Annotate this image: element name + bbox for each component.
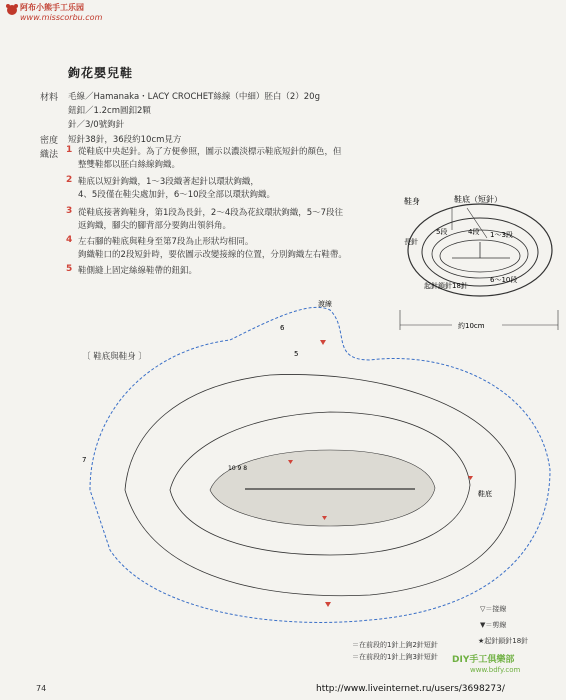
page-title: 鉤花嬰兒鞋 <box>68 66 134 80</box>
site-logo-text: 阿布小熊手工乐园 <box>20 3 84 12</box>
legend-front-loop: ＝在前段的1針上鉤2針短針 <box>352 641 438 649</box>
schematic-row13-label: 1〜3段 <box>490 231 513 239</box>
bear-logo-icon <box>4 2 20 16</box>
schematic-row4-label: 4段 <box>468 228 480 236</box>
sole-rows-label: 10 9 8 <box>228 465 248 472</box>
method-label: 織法 <box>40 150 59 160</box>
legend-back-loop: ＝在前段的1針上鉤3針短針 <box>352 653 438 661</box>
legend-chain: ★起針鎖針18針 <box>478 637 529 645</box>
legend-attach: ▽＝接線 <box>480 605 507 613</box>
schematic-row5-label: 5段 <box>436 228 448 236</box>
materials-line1: 毛線／Hamanaka・LACY CROCHET絲線（中細）胚白（2）20g <box>68 92 320 102</box>
page-number: 74 <box>36 684 47 693</box>
materials-line3: 針／3/0號鉤針 <box>68 120 125 130</box>
legend-cut: ▼＝剪線 <box>480 621 507 629</box>
sole-inner-fill <box>210 450 435 526</box>
materials-label: 材料 <box>40 93 59 103</box>
gauge-label: 密度 <box>40 136 59 146</box>
join-label: 渡線 <box>318 300 332 308</box>
schematic-width-label: 約10cm <box>458 322 485 330</box>
schematic-shoe-label: 鞋身 <box>404 197 420 206</box>
sole-label: 鞋底 <box>478 490 492 498</box>
cut-marker <box>320 340 326 345</box>
row7-label: 7 <box>82 456 87 464</box>
diy-logo: DIY手工俱樂部 <box>452 655 515 665</box>
schematic-sole-label: 鞋底（短針） <box>454 195 502 204</box>
footer-url: http://www.liveinternet.ru/users/3698273/ <box>316 684 505 694</box>
schematic-start-label: 起針鎖針18針 <box>424 282 468 290</box>
diagram-section-label: 〔 鞋底與鞋身 〕 <box>82 352 147 362</box>
materials-line2: 鈕釦／1.2cm圓釦2顆 <box>68 106 151 116</box>
schematic-row610-label: 6〜10段 <box>490 276 518 284</box>
row5-label: 5 <box>294 350 299 358</box>
attach-marker <box>325 602 331 607</box>
diy-logo-url: www.bdfy.com <box>470 666 521 674</box>
site-url: www.misscorbu.com <box>20 13 103 22</box>
row6-label: 6 <box>280 324 285 332</box>
gauge-text: 短針38針，36段約10cm見方 <box>68 135 182 145</box>
schematic-long-label: 長針 <box>404 238 418 246</box>
